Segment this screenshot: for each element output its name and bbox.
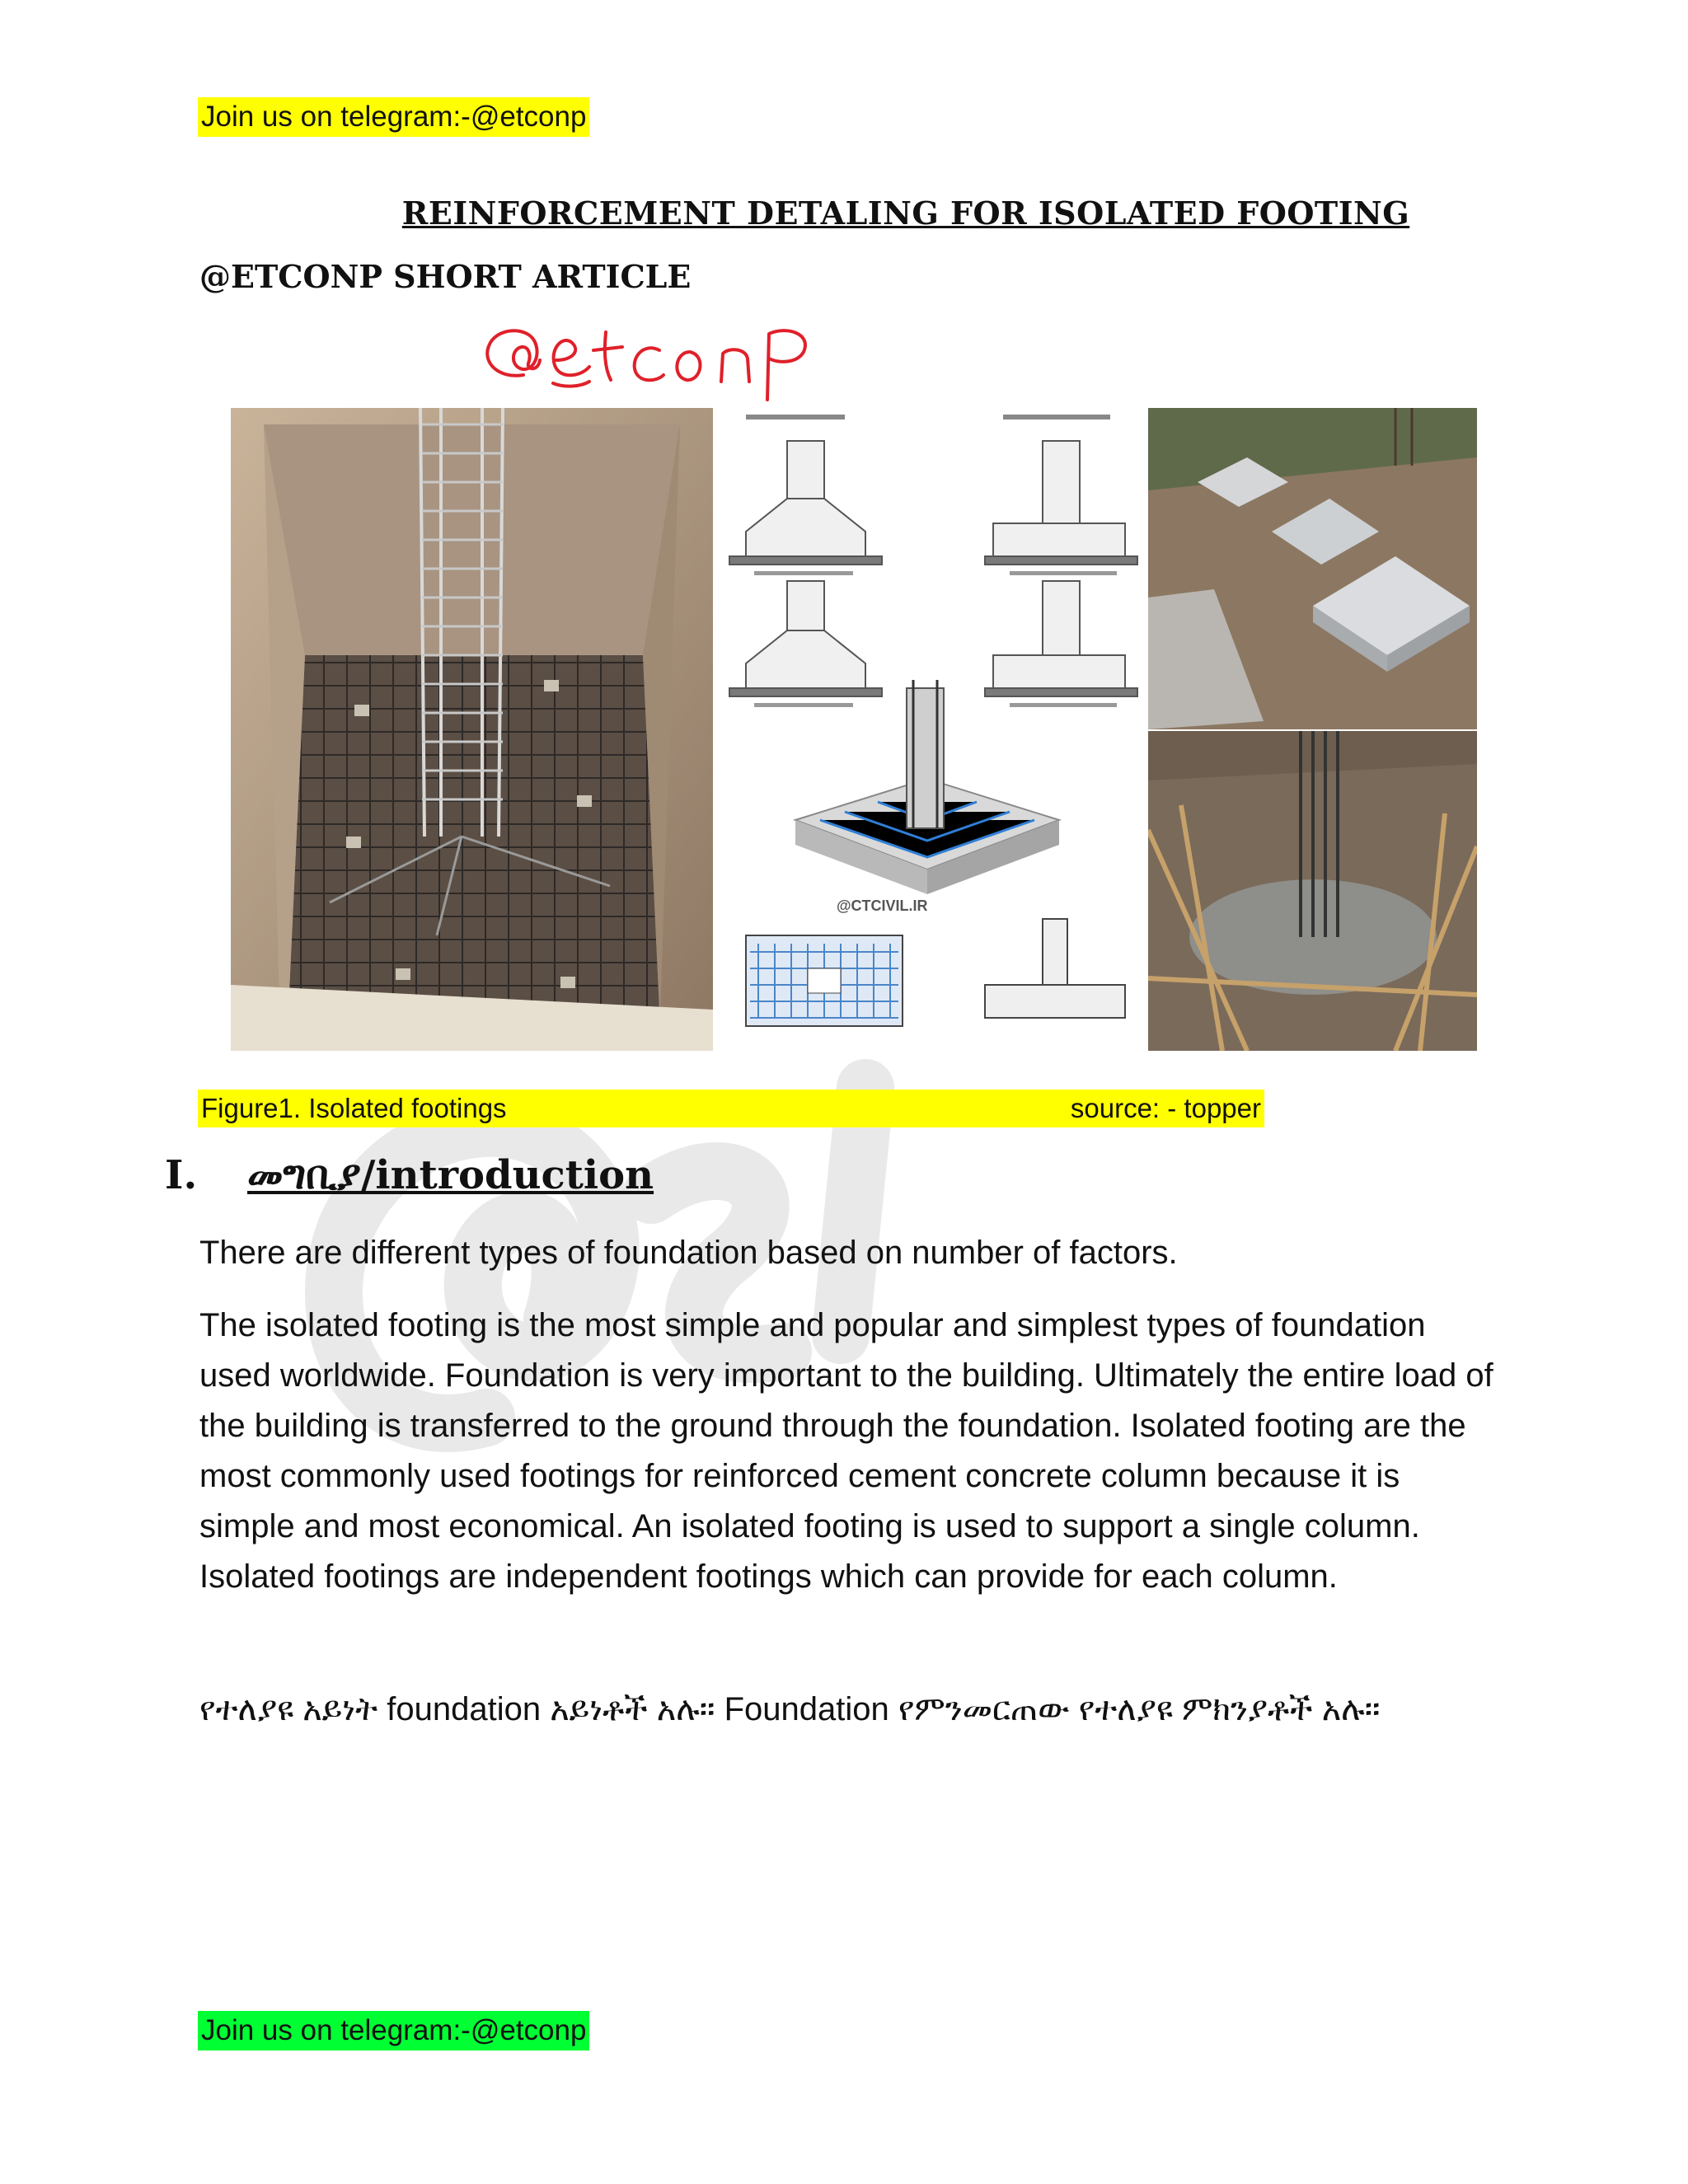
telegram-footer: Join us on telegram:-@etconp [198, 2011, 589, 2050]
formwork-column-photo [1148, 731, 1477, 1051]
paragraph-2: The isolated footing is the most simple and popular and simplest types of foundation used worldwide. Foundation is very important to the building. Ultimately the entire load of the building is transferred to the ground through the foundation. Isolated footing are the most commonly used footings for reinforced cement concrete column because it is simple and most economical. An isolated footing is used to support a single column. Isolated footings are independent footings which can provide for each column. [199, 1307, 1493, 1595]
section-number: I. [165, 1152, 198, 1198]
paragraph-1: There are different types of foundation based on number of factors. [199, 1235, 1178, 1271]
article-subtitle: @ETCONP SHORT ARTICLE [199, 258, 692, 295]
figure-collage [231, 408, 1477, 1051]
diagram-watermark-label: @CTCIVIL.IR [837, 898, 928, 914]
document-title: REINFORCEMENT DETALING FOR ISOLATED FOOTING [401, 194, 1410, 232]
paragraph-3-amharic: የተለያዩ አይነት foundation አይነቶች አሉ። Foundation የምንመርጠው የተለያዩ ምክንያቶች አሉ። [199, 1691, 1381, 1727]
excavation-pit-photo [231, 408, 713, 1051]
concrete-pedestals-photo [1148, 408, 1477, 729]
figure-caption [198, 1090, 1264, 1127]
figure-caption-title: Figure1. Isolated footings [201, 1093, 507, 1123]
section-title: መግቢያ/introduction [247, 1152, 654, 1198]
section-heading [165, 1152, 654, 1199]
footing-diagrams [713, 408, 1139, 1051]
figure-caption-source: source: - topper [1070, 1093, 1261, 1123]
telegram-header: Join us on telegram:-@etconp [198, 97, 589, 137]
handwritten-watermark-logo [474, 317, 837, 408]
